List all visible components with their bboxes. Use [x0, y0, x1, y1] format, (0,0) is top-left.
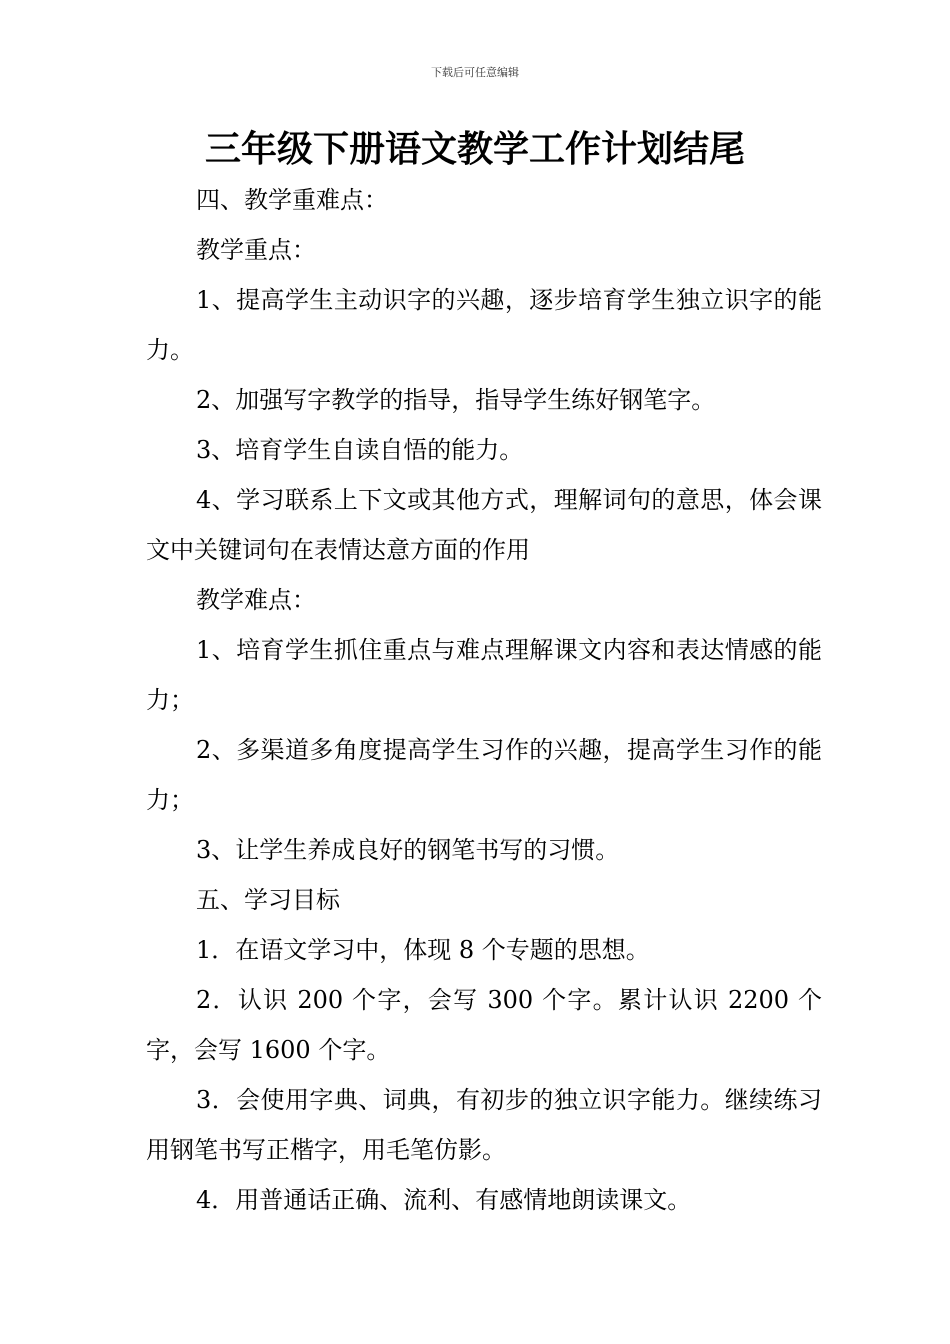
paragraph-key-points-heading: 教学重点：	[196, 236, 316, 264]
paragraph-section-5-heading: 五、学习目标	[196, 886, 340, 914]
paragraph-key-point-2: 2、加强写字教学的指导，指导学生练好钢笔字。	[196, 386, 716, 414]
document-body	[146, 175, 822, 1225]
paragraph-goal-1: 1．在语文学习中，体现 8 个专题的思想。	[196, 936, 650, 964]
paragraph-difficult-point-3: 3、让学生养成良好的钢笔书写的习惯。	[196, 836, 620, 864]
paragraph-key-point-1: 1、提高学生主动识字的兴趣，逐步培育学生独立识字的能力。	[146, 286, 822, 364]
paragraph-difficult-points-heading: 教学难点：	[196, 586, 316, 614]
document-title: 三年级下册语文教学工作计划结尾	[204, 128, 745, 170]
paragraph-goal-3: 3．会使用字典、词典，有初步的独立识字能力。继续练习用钢笔书写正楷字，用毛笔仿影。	[146, 1086, 822, 1164]
paragraph-key-point-4: 4、学习联系上下文或其他方式，理解词句的意思，体会课文中关键词句在表情达意方面的作用	[146, 486, 822, 564]
paragraph-goal-4: 4．用普通话正确、流利、有感情地朗读课文。	[196, 1186, 692, 1214]
paragraph-difficult-point-1: 1、培育学生抓住重点与难点理解课文内容和表达情感的能力；	[146, 636, 822, 714]
paragraph-difficult-point-2: 2、多渠道多角度提高学生习作的兴趣，提高学生习作的能力；	[146, 736, 822, 814]
paragraph-section-4-heading: 四、教学重难点：	[196, 186, 388, 214]
header-note: 下载后可任意编辑	[431, 66, 519, 79]
paragraph-goal-2: 2．认识 200 个字，会写 300 个字。累计认识 2200 个字，会写 1600 个字。	[146, 986, 822, 1064]
paragraph-key-point-3: 3、培育学生自读自悟的能力。	[196, 436, 524, 464]
